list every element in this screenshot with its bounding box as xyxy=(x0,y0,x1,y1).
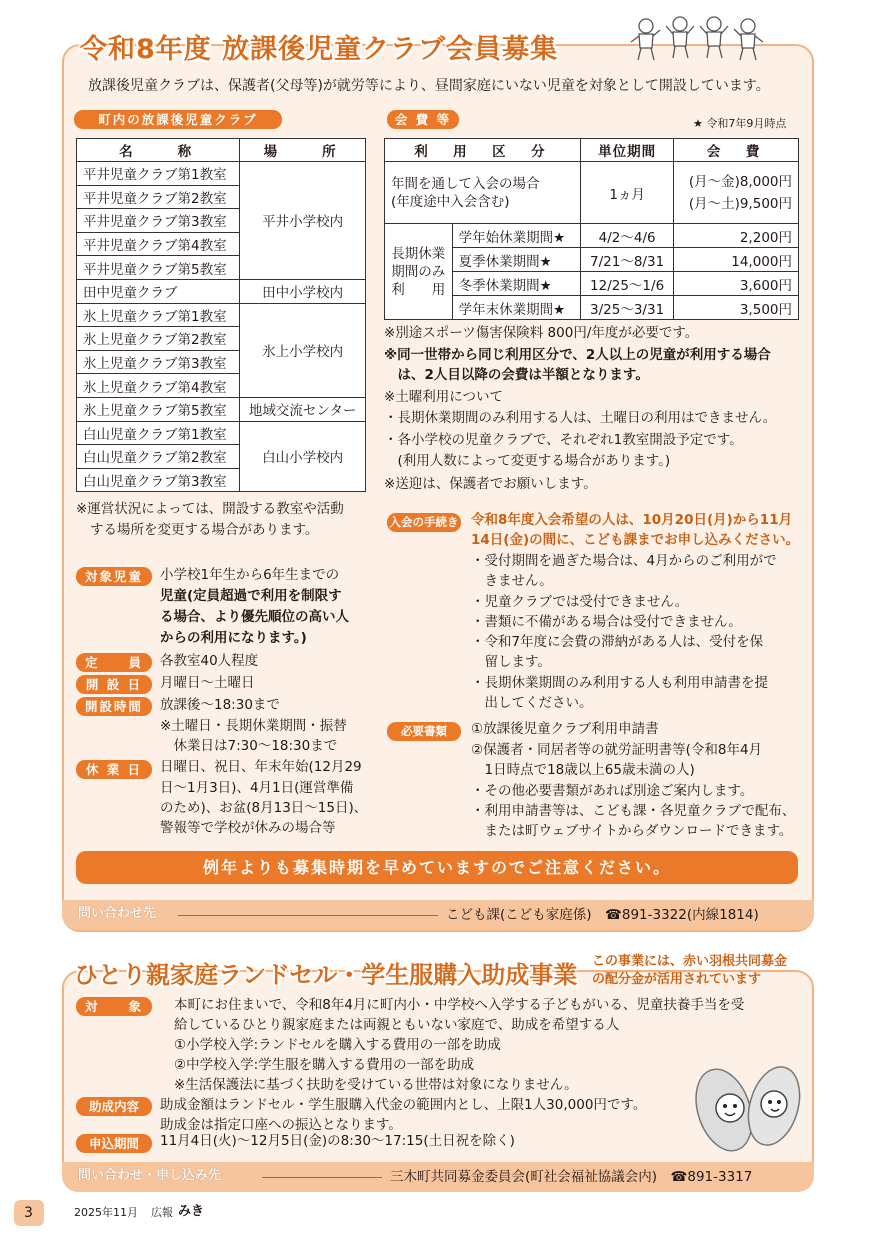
subsidy-contact-label: 問い合わせ・申し込み先 xyxy=(78,1168,222,1183)
closed-label: 休 業 日 xyxy=(76,760,152,779)
fee-year-amount-1: (月～金)8,000円 xyxy=(688,173,792,190)
club-name: 平井児童クラブ第3教室 xyxy=(77,209,240,233)
target-line-4: からの利用になります。) xyxy=(160,630,307,646)
fee-long-period: 12/25～1/6 xyxy=(580,272,673,296)
apply-line-2: 14日(金)の間に、こども課までお申し込みください。 xyxy=(471,532,800,548)
club-place: 平井小学校内 xyxy=(240,162,366,280)
side-note-1: この事業には、赤い羽根共同募金 xyxy=(592,954,788,969)
fee-note-1: ※別途スポーツ傷害保険料 800円/年度が必要です。 xyxy=(384,325,699,341)
club-name: 平井児童クラブ第1教室 xyxy=(77,162,240,186)
target-line-3: る場合、より優先順位の高い人 xyxy=(160,609,349,625)
subsidy-target-line-2: 給しているひとり親家庭または両親ともいない家庭で、助成を希望する人 xyxy=(174,1017,620,1033)
docs-line-4: ・その他必要書類があれば別途ご案内します。 xyxy=(471,783,754,799)
club-name: 氷上児童クラブ第4教室 xyxy=(77,374,240,398)
apply-line-5: ・児童クラブでは受付できません。 xyxy=(471,594,689,610)
apply-line-7: ・令和7年度に会費の滞納がある人は、受付を保 xyxy=(471,634,764,650)
contact-label: 問い合わせ先 xyxy=(78,906,157,921)
docs-line-5: ・利用申請書等は、こども課・各児童クラブで配布、 xyxy=(471,803,796,819)
fee-long-amount: 3,500円 xyxy=(674,296,799,320)
clubs-header-place: 場 所 xyxy=(240,139,366,162)
clubs-note-1: ※運営状況によっては、開設する教室や活動 xyxy=(76,501,344,517)
fee-long-period: 3/25～3/31 xyxy=(580,296,673,320)
club-name: 氷上児童クラブ第2教室 xyxy=(77,327,240,351)
section1-title: 令和8年度 放課後児童クラブ会員募集 xyxy=(80,34,559,65)
club-name: 白山児童クラブ第2教室 xyxy=(77,445,240,469)
hours-line-3: 休業日は7:30～18:30まで xyxy=(160,738,338,754)
fee-long-amount: 3,600円 xyxy=(674,272,799,296)
contact-value: こども課(こども家庭係) ☎891-3322(内線1814) xyxy=(446,907,759,923)
mascot-illustration xyxy=(694,1058,804,1156)
contact-divider xyxy=(178,915,438,916)
apply-line-1: 令和8年度入会希望の人は、10月20日(月)から11月 xyxy=(471,512,793,528)
fee-asof: ★ 令和7年9月時点 xyxy=(693,117,787,130)
aid-line-1: 助成金額はランドセル・学生服購入代金の範囲内とし、上限1人30,000円です。 xyxy=(160,1097,647,1113)
club-name: 氷上児童クラブ第1教室 xyxy=(77,303,240,327)
clubs-label: 町内の放課後児童クラブ xyxy=(74,110,282,129)
section2-title: ひとり親家庭ランドセル・学生服購入助成事業 xyxy=(74,961,578,989)
hours-line-1: 放課後～18:30まで xyxy=(160,697,280,713)
apply-line-4: きません。 xyxy=(471,573,553,589)
fee-header-category: 利 用 区 分 xyxy=(385,139,581,162)
fee-long-label-1: 長期休業 xyxy=(391,245,446,262)
club-place: 地域交流センター xyxy=(240,397,366,421)
intro-text: 放課後児童クラブは、保護者(父母等)が就労等により、昼間家庭にいない児童を対象として開設しています。 xyxy=(88,78,770,94)
footer-magazine-name: みき xyxy=(178,1204,205,1219)
fee-long-amount: 2,200円 xyxy=(674,224,799,248)
fee-note-3: は、2人目以降の会費は半額となります。 xyxy=(384,367,649,383)
club-name: 白山児童クラブ第3教室 xyxy=(77,468,240,492)
fee-long-period: 4/2～4/6 xyxy=(580,224,673,248)
hours-label: 開設時間 xyxy=(76,697,152,716)
docs-line-1: ①放課後児童クラブ利用申請書 xyxy=(471,721,659,737)
club-name: 氷上児童クラブ第5教室 xyxy=(77,397,240,421)
footer-magazine: 広報 xyxy=(151,1206,173,1219)
capacity-label: 定 員 xyxy=(76,653,152,672)
fee-long-term: 学年始休業期間★ xyxy=(452,224,580,248)
days-label: 開 設 日 xyxy=(76,675,152,694)
club-name: 田中児童クラブ xyxy=(77,279,240,303)
docs-line-6: または町ウェブサイトからダウンロードできます。 xyxy=(471,823,793,839)
target-label: 対象児童 xyxy=(76,567,152,586)
capacity-value: 各教室40人程度 xyxy=(160,653,259,669)
fee-long-term: 夏季休業期間★ xyxy=(452,248,580,272)
apply-line-3: ・受付期間を過ぎた場合は、4月からのご利用がで xyxy=(471,553,777,569)
period-label: 申込期間 xyxy=(76,1134,152,1153)
fee-year-amount-2: (月～土)9,500円 xyxy=(688,195,792,212)
subsidy-target-line-4: ②中学校入学:学生服を購入する費用の一部を助成 xyxy=(174,1057,475,1073)
club-name: 平井児童クラブ第5教室 xyxy=(77,256,240,280)
apply-line-6: ・書類に不備がある場合は受付できません。 xyxy=(471,614,742,630)
subsidy-target-line-3: ①小学校入学:ランドセルを購入する費用の一部を助成 xyxy=(174,1037,501,1053)
fee-note-6: ・各小学校の児童クラブで、それぞれ1教室開設予定です。 xyxy=(384,432,743,448)
subsidy-target-line-1: 本町にお住まいで、令和8年4月に町内小・中学校へ入学する子どもがいる、児童扶養手当を受 xyxy=(174,997,745,1013)
club-place: 田中小学校内 xyxy=(240,279,366,303)
club-place: 白山小学校内 xyxy=(240,421,366,492)
closed-line-1: 日曜日、祝日、年末年始(12月29 xyxy=(160,759,362,775)
fee-header-period: 単位期間 xyxy=(580,139,673,162)
closed-line-3: のため)、お盆(8月13日～15日)、 xyxy=(160,800,368,816)
target-line-2: 児童(定員超過で利用を制限す xyxy=(160,588,342,604)
fee-note-5: ・長期休業期間のみ利用する人は、土曜日の利用はできません。 xyxy=(384,410,777,426)
apply-line-8: 留します。 xyxy=(471,654,551,670)
aid-line-2: 助成金は指定口座への振込となります。 xyxy=(160,1117,402,1133)
days-value: 月曜日～土曜日 xyxy=(160,675,255,691)
docs-line-2: ②保護者・同居者等の就労証明書等(令和8年4月 xyxy=(471,742,763,758)
club-name: 平井児童クラブ第2教室 xyxy=(77,185,240,209)
clubs-header-name: 名 称 xyxy=(77,139,240,162)
notice-banner: 例年よりも募集時期を早めていますのでご注意ください。 xyxy=(76,851,798,884)
fee-year-label-2: (年度途中入会含む) xyxy=(391,193,510,210)
page-number: 3 xyxy=(24,1205,33,1221)
fee-note-7: (利用人数によって変更する場合があります。) xyxy=(384,453,671,469)
target-line-1: 小学校1年生から6年生までの xyxy=(160,567,340,583)
apply-line-9: ・長期休業期間のみ利用する人も利用申請書を提 xyxy=(471,675,768,691)
aid-label: 助成内容 xyxy=(76,1097,152,1116)
fee-table xyxy=(384,138,799,320)
fee-long-label-3: 利 用 xyxy=(391,281,446,298)
docs-label: 必要書類 xyxy=(387,722,461,741)
clubs-note-2: する場所を変更する場合があります。 xyxy=(90,522,319,538)
closed-line-4: 警報等で学校が休みの場合等 xyxy=(160,820,336,836)
club-place: 氷上小学校内 xyxy=(240,303,366,397)
fee-year-label-1: 年間を通して入会の場合 xyxy=(391,175,540,192)
fee-year-period: 1ヵ月 xyxy=(580,162,673,224)
club-name: 氷上児童クラブ第3教室 xyxy=(77,350,240,374)
docs-line-3: 1日時点で18歳以上65歳未満の人) xyxy=(471,762,695,778)
fee-note-8: ※送迎は、保護者でお願いします。 xyxy=(384,476,597,492)
footer-date: 2025年11月 xyxy=(74,1206,138,1219)
fee-long-label-2: 期間のみ xyxy=(391,263,446,280)
apply-line-10: 出してください。 xyxy=(471,695,593,711)
apply-label: 入会の手続き xyxy=(387,513,461,532)
fee-long-period: 7/21～8/31 xyxy=(580,248,673,272)
side-note-2: の配分金が活用されています xyxy=(592,972,762,987)
fee-note-4: ※土曜利用について xyxy=(384,389,504,405)
subsidy-target-line-5: ※生活保護法に基づく扶助を受けている世帯は対象になりません。 xyxy=(174,1077,578,1093)
fee-long-amount: 14,000円 xyxy=(674,248,799,272)
club-name: 白山児童クラブ第1教室 xyxy=(77,421,240,445)
club-name: 平井児童クラブ第4教室 xyxy=(77,232,240,256)
subsidy-contact-value: 三木町共同募金委員会(町社会福祉協議会内) ☎891-3317 xyxy=(390,1169,753,1185)
fee-note-2: ※同一世帯から同じ利用区分で、2人以上の児童が利用する場合 xyxy=(384,347,771,363)
fee-header-amount: 会 費 xyxy=(674,139,799,162)
hours-line-2: ※土曜日・長期休業期間・振替 xyxy=(160,718,347,734)
children-illustration xyxy=(628,14,768,64)
fee-long-term: 冬季休業期間★ xyxy=(452,272,580,296)
period-value: 11月4日(火)～12月5日(金)の8:30～17:15(土日祝を除く) xyxy=(160,1133,515,1149)
fee-label: 会 費 等 xyxy=(387,110,459,129)
subsidy-contact-divider xyxy=(262,1177,382,1178)
subsidy-target-label: 対 象 xyxy=(76,997,152,1016)
clubs-table xyxy=(76,138,366,492)
fee-long-term: 学年末休業期間★ xyxy=(452,296,580,320)
closed-line-2: 日～1月3日)、4月1日(運営準備 xyxy=(160,780,354,796)
